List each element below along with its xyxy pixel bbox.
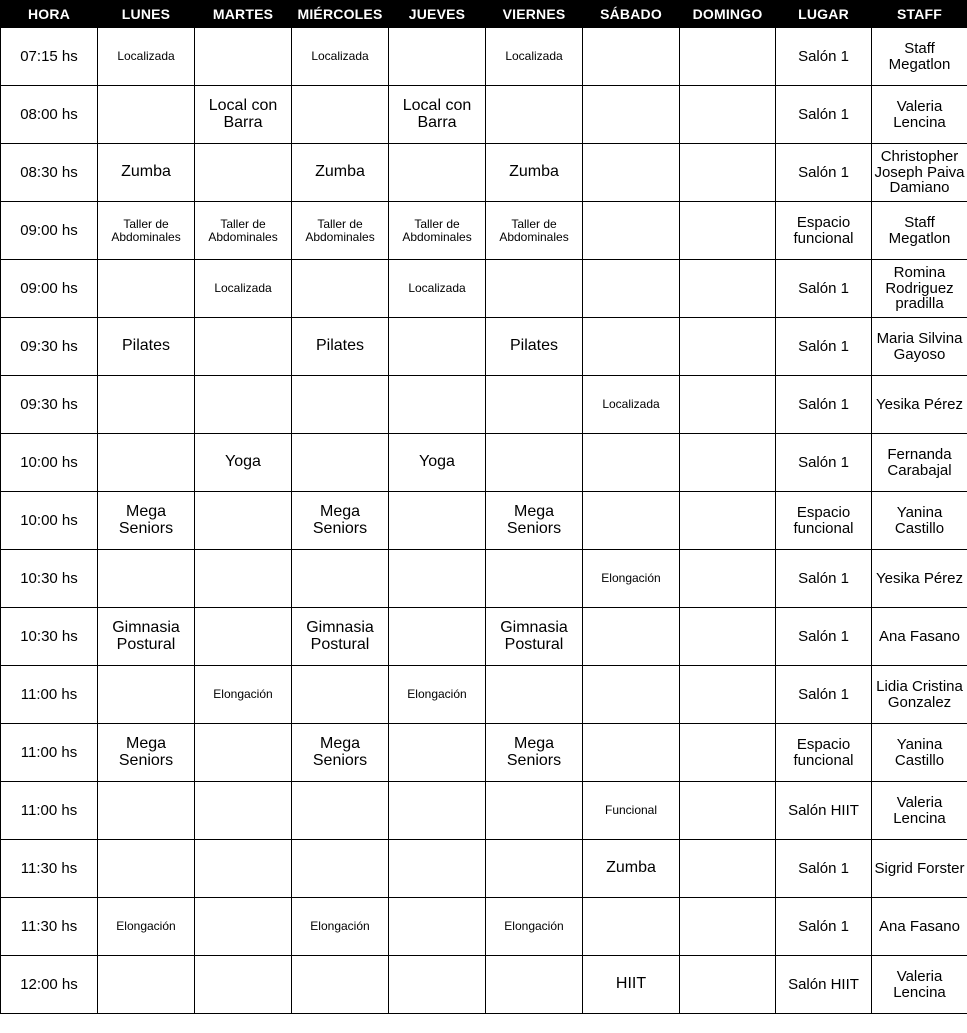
class-cell-lunes: Mega Seniors: [98, 492, 195, 550]
class-cell-jueves: [389, 318, 486, 376]
class-cell-sabado: Zumba: [583, 840, 680, 898]
class-cell-lunes: [98, 956, 195, 1014]
class-cell-martes: [195, 898, 292, 956]
class-cell-domingo: [680, 608, 776, 666]
class-cell-viernes: [486, 434, 583, 492]
class-cell-domingo: [680, 86, 776, 144]
table-row: [1, 666, 967, 724]
class-cell-lunes: [98, 376, 195, 434]
class-cell-sabado: [583, 608, 680, 666]
time-cell: 10:30 hs: [1, 608, 98, 666]
staff-cell: Sigrid Forster: [872, 840, 967, 898]
time-cell: 11:00 hs: [1, 666, 98, 724]
class-cell-jueves: [389, 492, 486, 550]
location-cell: Salón 1: [776, 28, 872, 86]
table-row: [1, 318, 967, 376]
table-row: [1, 550, 967, 608]
class-cell-martes: [195, 608, 292, 666]
class-cell-jueves: Elongación: [389, 666, 486, 724]
class-cell-viernes: [486, 86, 583, 144]
column-header-staff: STAFF: [872, 0, 967, 28]
time-cell: 12:00 hs: [1, 956, 98, 1014]
staff-cell: Valeria Lencina: [872, 956, 967, 1014]
class-cell-jueves: Yoga: [389, 434, 486, 492]
class-cell-viernes: Zumba: [486, 144, 583, 202]
class-cell-sabado: HIIT: [583, 956, 680, 1014]
table-row: [1, 28, 967, 86]
column-header-lugar: LUGAR: [776, 0, 872, 28]
class-cell-jueves: Localizada: [389, 260, 486, 318]
class-cell-miercoles: Localizada: [292, 28, 389, 86]
staff-cell: Yesika Pérez: [872, 376, 967, 434]
class-cell-lunes: [98, 782, 195, 840]
class-cell-domingo: [680, 492, 776, 550]
class-cell-miercoles: Mega Seniors: [292, 724, 389, 782]
class-cell-jueves: [389, 898, 486, 956]
class-cell-jueves: [389, 956, 486, 1014]
time-cell: 11:00 hs: [1, 782, 98, 840]
column-header-sabado: SÁBADO: [583, 0, 680, 28]
class-cell-viernes: Mega Seniors: [486, 492, 583, 550]
class-cell-martes: Localizada: [195, 260, 292, 318]
column-header-hora: HORA: [1, 0, 98, 28]
class-cell-miercoles: [292, 666, 389, 724]
schedule-body: [1, 28, 967, 1014]
header-row: [1, 0, 967, 28]
table-row: [1, 434, 967, 492]
class-cell-domingo: [680, 202, 776, 260]
location-cell: Salón 1: [776, 840, 872, 898]
class-cell-lunes: [98, 550, 195, 608]
class-cell-sabado: [583, 86, 680, 144]
class-cell-miercoles: [292, 956, 389, 1014]
class-cell-lunes: [98, 260, 195, 318]
class-cell-lunes: Taller de Abdominales: [98, 202, 195, 260]
class-cell-martes: [195, 318, 292, 376]
table-row: [1, 898, 967, 956]
class-cell-viernes: [486, 840, 583, 898]
column-header-viernes: VIERNES: [486, 0, 583, 28]
column-header-domingo: DOMINGO: [680, 0, 776, 28]
class-cell-sabado: [583, 666, 680, 724]
class-cell-sabado: Funcional: [583, 782, 680, 840]
class-cell-miercoles: [292, 840, 389, 898]
class-cell-miercoles: Gimnasia Postural: [292, 608, 389, 666]
class-cell-domingo: [680, 144, 776, 202]
class-cell-martes: Local con Barra: [195, 86, 292, 144]
class-cell-lunes: [98, 434, 195, 492]
staff-cell: Maria Silvina Gayoso: [872, 318, 967, 376]
class-cell-viernes: Mega Seniors: [486, 724, 583, 782]
staff-cell: Romina Rodriguez pradilla: [872, 260, 967, 318]
class-cell-viernes: [486, 782, 583, 840]
class-cell-martes: Taller de Abdominales: [195, 202, 292, 260]
location-cell: Salón 1: [776, 434, 872, 492]
location-cell: Espacio funcional: [776, 724, 872, 782]
class-cell-domingo: [680, 782, 776, 840]
class-cell-martes: [195, 840, 292, 898]
time-cell: 10:00 hs: [1, 434, 98, 492]
class-cell-domingo: [680, 434, 776, 492]
staff-cell: Ana Fasano: [872, 608, 967, 666]
staff-cell: Valeria Lencina: [872, 86, 967, 144]
time-cell: 09:30 hs: [1, 376, 98, 434]
class-cell-miercoles: Mega Seniors: [292, 492, 389, 550]
class-cell-jueves: Local con Barra: [389, 86, 486, 144]
location-cell: Salón 1: [776, 376, 872, 434]
staff-cell: Staff Megatlon: [872, 28, 967, 86]
time-cell: 08:00 hs: [1, 86, 98, 144]
staff-cell: Staff Megatlon: [872, 202, 967, 260]
table-row: [1, 86, 967, 144]
class-cell-sabado: Localizada: [583, 376, 680, 434]
class-cell-lunes: Gimnasia Postural: [98, 608, 195, 666]
class-cell-sabado: [583, 28, 680, 86]
time-cell: 11:00 hs: [1, 724, 98, 782]
class-cell-sabado: [583, 898, 680, 956]
class-cell-lunes: Pilates: [98, 318, 195, 376]
location-cell: Salón 1: [776, 260, 872, 318]
schedule-header: [1, 0, 967, 28]
class-cell-miercoles: [292, 434, 389, 492]
class-cell-sabado: [583, 492, 680, 550]
class-cell-miercoles: [292, 260, 389, 318]
class-cell-martes: [195, 144, 292, 202]
class-cell-lunes: [98, 840, 195, 898]
table-row: [1, 144, 967, 202]
table-row: [1, 724, 967, 782]
class-cell-domingo: [680, 550, 776, 608]
staff-cell: Lidia Cristina Gonzalez: [872, 666, 967, 724]
class-cell-martes: [195, 782, 292, 840]
class-cell-domingo: [680, 318, 776, 376]
class-cell-miercoles: Zumba: [292, 144, 389, 202]
time-cell: 11:30 hs: [1, 898, 98, 956]
class-cell-jueves: [389, 550, 486, 608]
class-cell-domingo: [680, 260, 776, 318]
class-cell-miercoles: [292, 782, 389, 840]
class-cell-domingo: [680, 28, 776, 86]
class-cell-martes: Elongación: [195, 666, 292, 724]
class-cell-jueves: [389, 376, 486, 434]
class-cell-martes: Yoga: [195, 434, 292, 492]
time-cell: 07:15 hs: [1, 28, 98, 86]
class-cell-jueves: [389, 608, 486, 666]
class-cell-jueves: [389, 144, 486, 202]
class-cell-miercoles: Pilates: [292, 318, 389, 376]
time-cell: 11:30 hs: [1, 840, 98, 898]
location-cell: Salón 1: [776, 666, 872, 724]
class-cell-jueves: [389, 782, 486, 840]
class-cell-lunes: Elongación: [98, 898, 195, 956]
class-cell-domingo: [680, 666, 776, 724]
class-cell-sabado: [583, 434, 680, 492]
location-cell: Espacio funcional: [776, 202, 872, 260]
column-header-jueves: JUEVES: [389, 0, 486, 28]
class-cell-viernes: [486, 260, 583, 318]
class-cell-viernes: Pilates: [486, 318, 583, 376]
class-cell-domingo: [680, 956, 776, 1014]
class-cell-sabado: [583, 202, 680, 260]
column-header-martes: MARTES: [195, 0, 292, 28]
class-cell-viernes: Localizada: [486, 28, 583, 86]
table-row: [1, 492, 967, 550]
class-cell-jueves: [389, 840, 486, 898]
class-cell-viernes: [486, 956, 583, 1014]
class-cell-viernes: Elongación: [486, 898, 583, 956]
time-cell: 10:00 hs: [1, 492, 98, 550]
table-row: [1, 840, 967, 898]
class-cell-viernes: Gimnasia Postural: [486, 608, 583, 666]
table-row: [1, 202, 967, 260]
class-cell-miercoles: Taller de Abdominales: [292, 202, 389, 260]
class-cell-domingo: [680, 376, 776, 434]
location-cell: Salón 1: [776, 144, 872, 202]
staff-cell: Yesika Pérez: [872, 550, 967, 608]
column-header-lunes: LUNES: [98, 0, 195, 28]
time-cell: 09:00 hs: [1, 202, 98, 260]
class-cell-miercoles: [292, 376, 389, 434]
class-cell-domingo: [680, 840, 776, 898]
time-cell: 09:00 hs: [1, 260, 98, 318]
class-cell-viernes: [486, 550, 583, 608]
class-cell-sabado: Elongación: [583, 550, 680, 608]
staff-cell: Yanina Castillo: [872, 492, 967, 550]
class-cell-martes: [195, 376, 292, 434]
class-cell-jueves: Taller de Abdominales: [389, 202, 486, 260]
table-row: [1, 376, 967, 434]
class-cell-martes: [195, 492, 292, 550]
column-header-miercoles: MIÉRCOLES: [292, 0, 389, 28]
class-cell-sabado: [583, 318, 680, 376]
location-cell: Salón 1: [776, 550, 872, 608]
class-cell-viernes: Taller de Abdominales: [486, 202, 583, 260]
class-cell-lunes: Localizada: [98, 28, 195, 86]
class-cell-sabado: [583, 260, 680, 318]
staff-cell: Christopher Joseph Paiva Damiano: [872, 144, 967, 202]
class-cell-sabado: [583, 144, 680, 202]
class-cell-lunes: Mega Seniors: [98, 724, 195, 782]
table-row: [1, 608, 967, 666]
location-cell: Salón HIIT: [776, 782, 872, 840]
class-cell-jueves: [389, 724, 486, 782]
class-cell-miercoles: Elongación: [292, 898, 389, 956]
time-cell: 10:30 hs: [1, 550, 98, 608]
class-cell-viernes: [486, 376, 583, 434]
table-row: [1, 782, 967, 840]
table-row: [1, 956, 967, 1014]
class-cell-miercoles: [292, 550, 389, 608]
class-cell-viernes: [486, 666, 583, 724]
staff-cell: Valeria Lencina: [872, 782, 967, 840]
class-cell-lunes: [98, 666, 195, 724]
location-cell: Salón 1: [776, 608, 872, 666]
time-cell: 09:30 hs: [1, 318, 98, 376]
class-cell-martes: [195, 724, 292, 782]
class-cell-martes: [195, 28, 292, 86]
class-cell-miercoles: [292, 86, 389, 144]
staff-cell: Ana Fasano: [872, 898, 967, 956]
staff-cell: Fernanda Carabajal: [872, 434, 967, 492]
class-cell-lunes: [98, 86, 195, 144]
location-cell: Salón 1: [776, 898, 872, 956]
location-cell: Salón 1: [776, 86, 872, 144]
time-cell: 08:30 hs: [1, 144, 98, 202]
location-cell: Salón HIIT: [776, 956, 872, 1014]
class-cell-domingo: [680, 898, 776, 956]
class-cell-domingo: [680, 724, 776, 782]
table-row: [1, 260, 967, 318]
class-cell-sabado: [583, 724, 680, 782]
location-cell: Salón 1: [776, 318, 872, 376]
class-cell-martes: [195, 956, 292, 1014]
class-cell-lunes: Zumba: [98, 144, 195, 202]
class-cell-jueves: [389, 28, 486, 86]
class-cell-martes: [195, 550, 292, 608]
location-cell: Espacio funcional: [776, 492, 872, 550]
staff-cell: Yanina Castillo: [872, 724, 967, 782]
